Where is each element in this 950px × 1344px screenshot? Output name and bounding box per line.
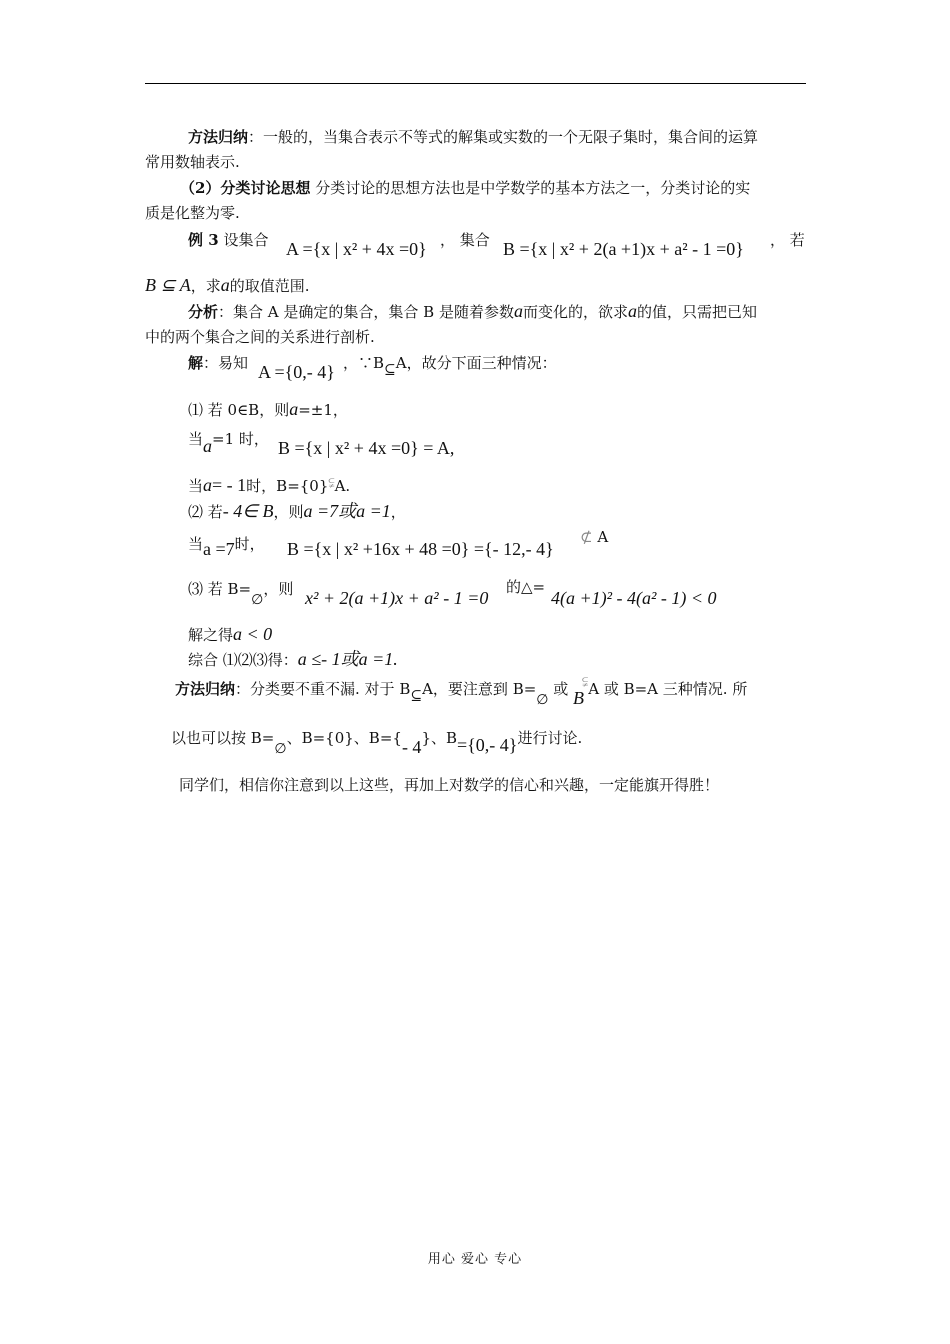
case-text: 时， bbox=[234, 535, 265, 553]
var-a: a bbox=[220, 275, 230, 295]
var-b: B bbox=[573, 688, 585, 708]
case-2-line bbox=[188, 500, 406, 523]
case-2-text-2: ，则 bbox=[273, 503, 304, 521]
case-3-equation: x² + 2(a +1)x + a² - 1 =0 bbox=[305, 588, 489, 608]
minus-four: - 4 bbox=[401, 737, 422, 757]
classification-text: 分类讨论的思想方法也是中学数学的基本方法之一，分类讨论的实 bbox=[310, 179, 751, 197]
value-minus-one: = - 1 bbox=[212, 475, 247, 495]
proper-subset-symbol: ⫋ bbox=[328, 475, 335, 491]
example-3-line bbox=[188, 229, 268, 251]
summary-text-3: 或 bbox=[548, 680, 574, 698]
discriminant-label: 的△= bbox=[506, 578, 546, 596]
case-2a-line bbox=[188, 532, 265, 559]
summary-text: }、B bbox=[421, 729, 458, 747]
example-text-2: ， 集合 bbox=[440, 231, 490, 249]
analysis-text-1: ：集合 A 是确定的集合，集合 B 是随着参数 bbox=[218, 303, 514, 321]
analysis-text-2: 而变化的，欲求 bbox=[522, 303, 628, 321]
summary-text: 进行讨论. bbox=[517, 729, 583, 747]
condition-formula: B ⊆ A bbox=[145, 275, 191, 295]
case-3-text: ⑶ 若 B= bbox=[188, 580, 252, 598]
method-text: ：一般的，当集合表示不等式的解集或实数的一个无限子集时，集合间的运算 bbox=[248, 128, 759, 146]
case-1b-line bbox=[188, 474, 350, 498]
solution-text-2: ，∵B bbox=[343, 354, 385, 372]
proper-subset-symbol: ⫋ bbox=[582, 674, 589, 690]
method-label: 方法归纳 bbox=[188, 128, 249, 146]
empty-set-symbol: ∅ bbox=[536, 692, 549, 708]
empty-set-symbol: ∅ bbox=[251, 592, 264, 608]
case-1-line bbox=[188, 398, 348, 421]
var-a: a bbox=[203, 475, 213, 495]
empty-set-symbol: ∅ bbox=[274, 741, 287, 757]
case-2a-formula: B ={x | x² +16x + 48 =0} ={- 12,- 4} bbox=[287, 539, 554, 559]
summary-text-4: A 或 B=A 三种情况. 所 bbox=[588, 680, 748, 698]
example-text-4: ，求 bbox=[190, 277, 221, 295]
set-formula: ={0,- 4} bbox=[457, 735, 518, 755]
example-text-3: ， 若 bbox=[770, 231, 805, 249]
case-text: A. bbox=[334, 477, 351, 495]
case-2a-value: a =7 bbox=[203, 539, 235, 559]
case-2-condition: - 4∈ B bbox=[222, 501, 274, 521]
summary-text: 以也可以按 B= bbox=[171, 729, 275, 747]
case-1-text: ⑴ 若 0∈B，则 bbox=[188, 401, 290, 419]
header-rule bbox=[145, 83, 806, 84]
var-a: a bbox=[627, 301, 637, 321]
case-1a-line bbox=[188, 427, 269, 456]
analysis-text-3: 的值，只需把已知 bbox=[636, 303, 757, 321]
closing-line: 同学们，相信你注意到以上这些，再加上对数学的信心和兴趣，一定能旗开得胜！ bbox=[179, 776, 720, 794]
solution-label: 解 bbox=[188, 354, 204, 372]
case-1-text-2: =±1， bbox=[298, 401, 348, 419]
classification-paragraph-cont: 质是化整为零. bbox=[145, 204, 240, 222]
summary-text: 、B={0}、B={ bbox=[286, 729, 402, 747]
var-a: a bbox=[513, 301, 523, 321]
solution-line-cont bbox=[343, 352, 557, 378]
example-label: 例 3 bbox=[188, 231, 219, 249]
case-2-text-3: ， bbox=[390, 503, 406, 521]
var-a: a bbox=[203, 436, 213, 456]
result-line bbox=[188, 623, 272, 646]
method-summary-1-cont: 常用数轴表示. bbox=[145, 153, 240, 171]
var-a: a bbox=[289, 399, 299, 419]
example-3-line-2 bbox=[145, 274, 310, 297]
example-text: 设集合 bbox=[218, 231, 269, 249]
case-text: 当 bbox=[188, 477, 204, 495]
method-summary-1 bbox=[188, 126, 758, 148]
case-text: 当 bbox=[188, 535, 204, 553]
conclusion-text: 综合 ⑴⑵⑶得： bbox=[188, 651, 298, 669]
result-text: 解之得 bbox=[188, 626, 234, 644]
solution-text-1: ：易知 bbox=[203, 354, 249, 372]
case-text: 时，B={0} bbox=[246, 477, 329, 495]
result-formula: a < 0 bbox=[233, 624, 273, 644]
analysis-line-2: 中的两个集合之间的关系进行剖析. bbox=[145, 328, 375, 346]
case-2-text: ⑵ 若 bbox=[188, 503, 223, 521]
case-text: 当 bbox=[188, 430, 204, 448]
method-summary-2 bbox=[175, 674, 748, 708]
classification-paragraph bbox=[180, 177, 750, 199]
example-text-5: 的取值范围. bbox=[229, 277, 310, 295]
summary-text-1: ：分类要不重不漏. 对于 B bbox=[235, 680, 411, 698]
method-summary-2-cont bbox=[171, 726, 583, 757]
conclusion-line bbox=[188, 648, 398, 671]
subset-symbol: ⊆ bbox=[384, 362, 396, 378]
method-label: 方法归纳 bbox=[175, 680, 236, 698]
analysis-label: 分析 bbox=[188, 303, 219, 321]
analysis-line bbox=[188, 300, 757, 323]
case-1a-formula: B ={x | x² + 4x =0} = A, bbox=[278, 438, 455, 458]
set-b-formula: B ={x | x² + 2(a +1)x + a² - 1 =0} bbox=[503, 239, 744, 259]
subset-symbol: ⊆ bbox=[410, 688, 423, 704]
solution-text-3: A，故分下面三种情况： bbox=[395, 354, 557, 372]
classification-label: （2）分类讨论思想 bbox=[180, 179, 311, 197]
summary-text-2: A，要注意到 B= bbox=[422, 680, 537, 698]
not-subset-symbol: ⊄ bbox=[580, 528, 593, 546]
case-2a-relation bbox=[580, 526, 608, 548]
solution-line bbox=[188, 352, 248, 374]
discriminant-formula: 4(a +1)² - 4(a² - 1) < 0 bbox=[551, 588, 717, 608]
conclusion-formula: a ≤- 1或a =1. bbox=[297, 649, 398, 669]
case-3-text-2: ，则 bbox=[263, 580, 294, 598]
case-3-line bbox=[188, 578, 294, 608]
case-text: =1 时， bbox=[212, 430, 269, 448]
page-footer: 用心 爱心 专心 bbox=[427, 1252, 523, 1267]
case-text: A bbox=[597, 528, 609, 546]
set-a-formula: A ={x | x² + 4x =0} bbox=[286, 239, 427, 259]
solution-set-a: A ={0,- 4} bbox=[258, 362, 335, 382]
case-2-values: a =7或a =1 bbox=[303, 501, 391, 521]
